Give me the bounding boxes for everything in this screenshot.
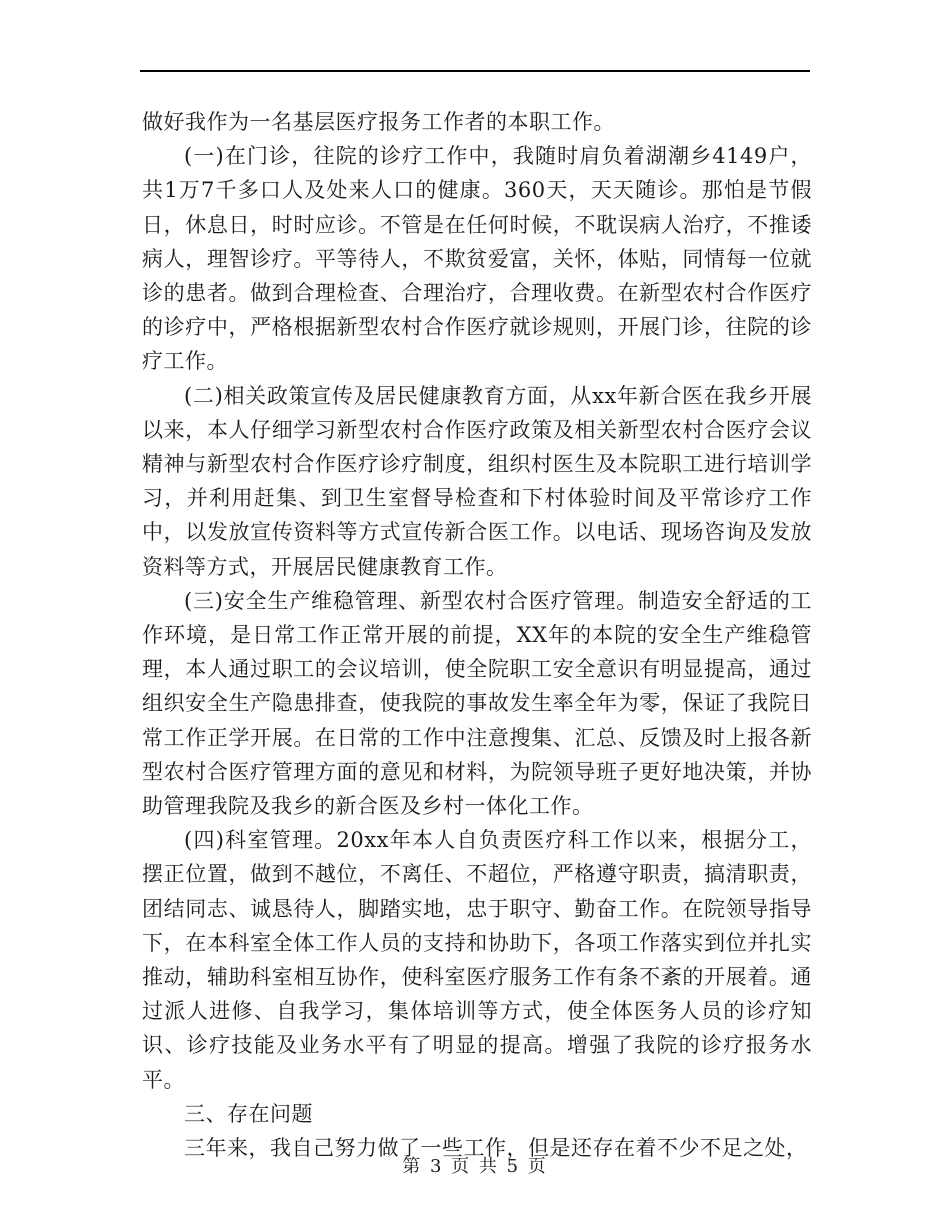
paragraph-continuation: 做好我作为一名基层医疗报务工作者的本职工作。 [142,110,615,134]
header-rule [140,70,810,72]
paragraph-outpatient: (一)在门诊，往院的诊疗工作中，我随时肩负着湖潮乡4149户，共1万7千多口人及处来人口的健康。360天，天天随诊。那怕是节假日，休息日，时时应诊。不管是在任何时候，不耽误病人治疗，不推诿病人，理智诊疗。平等待人，不欺贫爱富，关怀，体贴，同情每一位就诊的患者。做到合理检查、合理治疗，合理收费。在新型农村合作医疗的诊疗中，严格根据新型农村合作医疗就诊规则，开展门诊，往院的诊疗工作。 [142,144,812,374]
paragraph-problems: 三年来，我自己努力做了一些工作，但是还存在着不少不足之处， [184,1136,808,1161]
document-body [142,105,812,1165]
paragraph-policy-education: (二)相关政策宣传及居民健康教育方面，从xx年新合医在我乡开展以来，本人仔细学习新型农村合作医疗政策及相关新型农村合医疗会议精神与新型农村合作医疗诊疗制度，组织村医生及本院职工进行培训学习，并利用赶集、到卫生室督导检查和下村体验时间及平常诊疗工作中，以发放宣传资料等方式宣传新合医工作。以电话、现场咨询及发放资料等方式，开展居民健康教育工作。 [142,383,812,579]
page-number-footer: 第 3 页 共 5 页 [402,1156,548,1177]
paragraph-safety-management: (三)安全生产维稳管理、新型农村合医疗管理。制造安全舒适的工作环境，是日常工作正常开展的前提，XX年的本院的安全生产维稳管理，本人通过职工的会议培训，使全院职工安全意识有明显提高，通过组织安全生产隐患排查，使我院的事故发生率全年为零，保证了我院日常工作正学开展。在日常的工作中注意搜集、汇总、反馈及时上报各新型农村合医疗管理方面的意见和材料，为院领导班子更好地决策，并协助管理我院及我乡的新合医及乡村一体化工作。 [142,588,812,819]
section-heading-problems: 三、存在问题 [184,1101,313,1126]
paragraph-department-management: (四)科室管理。20xx年本人自负责医疗科工作以来，根据分工，摆正位置，做到不越位，不离任、不超位，严格遵守职责，搞清职责，团结同志、诚恳待人，脚踏实地，忠于职守、勤奋工作。在院领导指导下，在本科室全体工作人员的支持和协助下，各项工作落实到位并扎实推动，辅助科室相互协作，使科室医疗服务工作有条不紊的开展着。通过派人进修、自我学习，集体培训等方式，使全体医务人员的诊疗知识、诊疗技能及业务水平有了明显的提高。增强了我院的诊疗报务水平。 [142,828,812,1092]
